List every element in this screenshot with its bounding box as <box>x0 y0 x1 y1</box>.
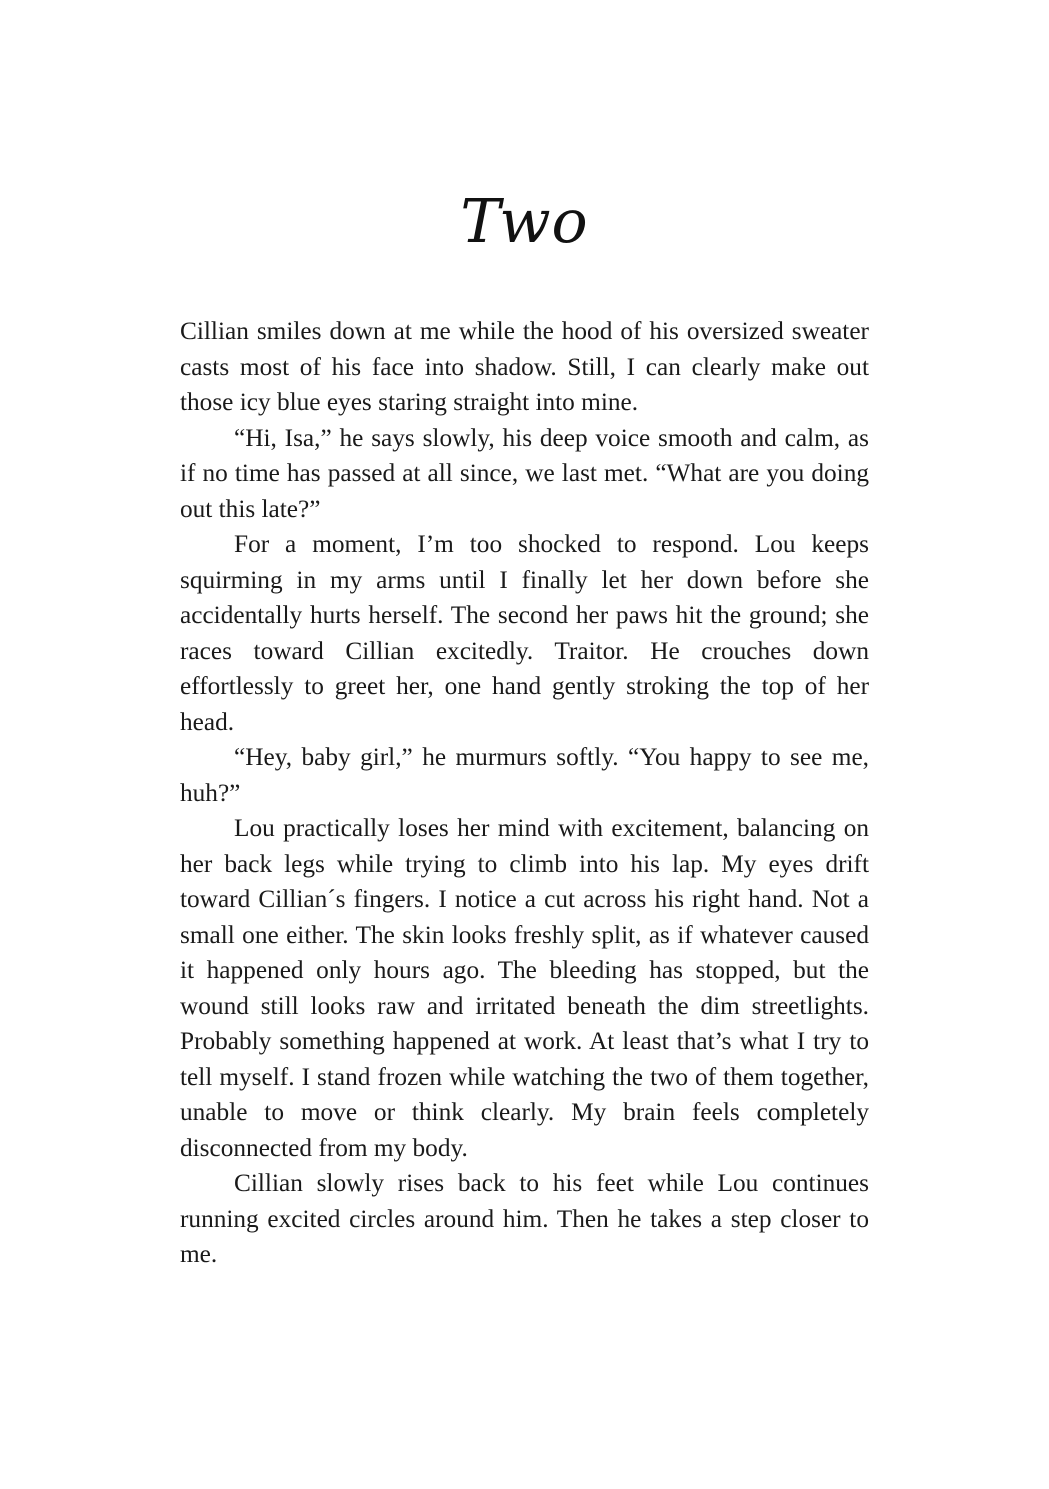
paragraph: Lou practically loses her mind with excitement, balancing on her back legs while trying to climb into his lap. My eyes drift toward Cillian´s fingers. I notice a cut across his right hand. Not a small one either. The skin looks freshly split, as if whatever caused it happened only hours ago. The bleeding has stopped, but the wound still looks raw and irritated beneath the dim streetlights. Probably something happened at work. At least that’s what I try to tell myself. I stand frozen while watching the two of them together, unable to move or think clearly. My brain feels completely disconnected from my body. <box>180 814 869 1162</box>
chapter-body <box>180 314 869 1273</box>
chapter-title: Two <box>460 187 589 257</box>
paragraph: Cillian slowly rises back to his feet while Lou continues running excited circles around him. Then he takes a step closer to me. <box>180 1169 869 1268</box>
paragraph: Cillian smiles down at me while the hood of his oversized sweater casts most of his face into shadow. Still, I can clearly make out those icy blue eyes staring straight into mine. <box>180 317 869 416</box>
paragraph: “Hi, Isa,” he says slowly, his deep voice smooth and calm, as if no time has passed at all since, we last met. “What are you doing out this late?” <box>180 423 869 523</box>
paragraph: “Hey, baby girl,” he murmurs softly. “You happy to see me, huh?” <box>180 743 869 807</box>
paragraph: For a moment, I’m too shocked to respond. Lou keeps squirming in my arms until I finally let her down before she accidentally hurts herself. The second her paws hit the ground; she races toward Cillian excitedly. Traitor. He crouches down effortlessly to greet her, one hand gently stroking the top of her head. <box>180 530 869 736</box>
